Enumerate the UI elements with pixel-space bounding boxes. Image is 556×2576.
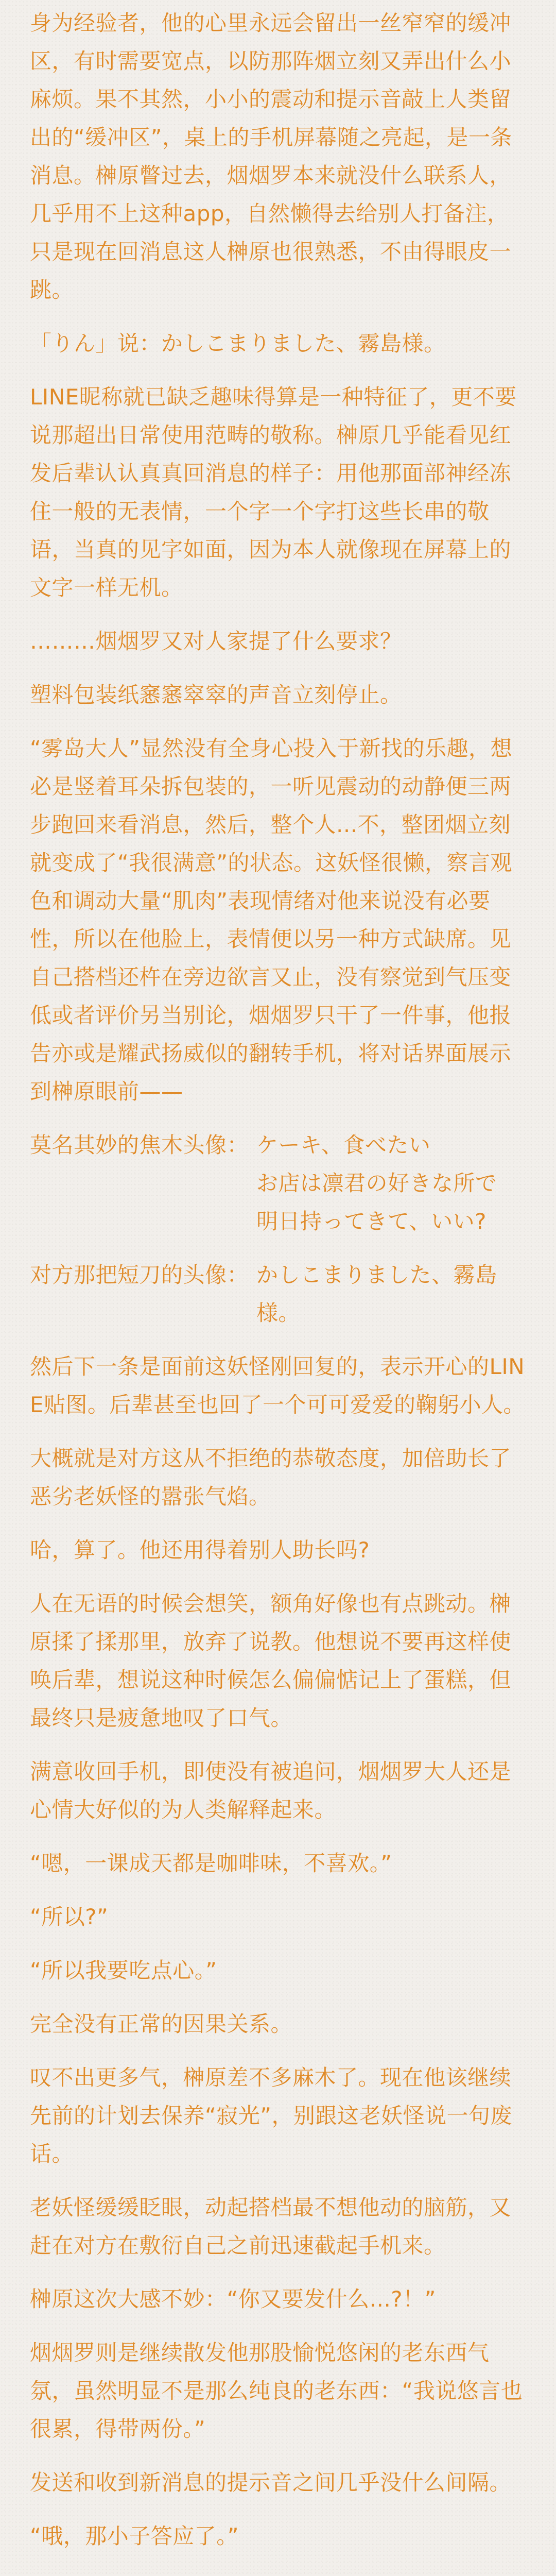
dialogue-line: “哦，那小子答应了。”: [30, 2523, 239, 2549]
paragraph: LINE昵称就已缺乏趣味得算是一种特征了，更不要说那超出日常使用范畴的敬称。榊原几乎能看见红发后辈认认真真回消息的样子：用他那面部神经冻住一般的无表情，一个字一个字打这些长串的敬语，当真的见字如面，因为本人就像现在屏幕上的文字一样无机。: [30, 384, 517, 600]
paragraph: 叹不出更多气，榊原差不多麻木了。现在他该继续先前的计划去保养“寂光”，别跟这老妖怪说一句废话。: [30, 2065, 513, 2166]
chat-line: 明日持ってきて、いい?: [256, 1209, 486, 1234]
chat-sender-label: 对方那把短刀的头像：: [30, 1262, 249, 1287]
paragraph: 榊原这次大感不妙：“你又要发什么...?！”: [30, 2286, 436, 2312]
chat-line: かしこまりました、霧島: [256, 1262, 497, 1287]
chat-message-rin: [30, 1256, 526, 1332]
paragraph: 大概就是对方这从不拒绝的恭敬态度，加倍助长了恶劣老妖怪的嚣张气焰。: [30, 1446, 512, 1509]
chat-line: ケーキ、食べたい: [256, 1132, 431, 1158]
chat-message-text: [256, 1256, 526, 1332]
paragraph: 完全没有正常的因果关系。: [30, 2011, 293, 2037]
paragraph: 塑料包装纸窸窸窣窣的声音立刻停止。: [30, 682, 402, 707]
paragraph: 「りん」说：かしこまりました、霧島様。: [30, 331, 446, 356]
paragraph: 人在无语的时候会想笑，额角好像也有点跳动。榊原揉了揉那里，放弃了说教。他想说不要再这样使唤后辈，想说这种时候怎么偏偏惦记上了蛋糕，但最终只是疲惫地叹了口气。: [30, 1591, 512, 1731]
chat-line: 様。: [256, 1300, 301, 1326]
paragraph: 发送和收到新消息的提示音之间几乎没什么间隔。: [30, 2470, 512, 2495]
dialogue-line: “嗯，一课成天都是咖啡味，不喜欢。”: [30, 1851, 392, 1876]
chat-sender-label: 莫名其妙的焦木头像：: [30, 1132, 249, 1158]
paragraph: 哈，算了。他还用得着别人助长吗?: [30, 1537, 370, 1563]
paragraph: 身为经验者，他的心里永远会留出一丝窄窄的缓冲区，有时需要宽点，以防那阵烟立刻又弄出什么小麻烦。果不其然，小小的震动和提示音敲上人类留出的“缓冲区”，桌上的手机屏幕随之亮起，是一条消息。榊原瞥过去，烟烟罗本来就没什么联系人，几乎用不上这种app，自然懒得去给别人打备注，只是现在回消息这人榊原也很熟悉，不由得眼皮一跳。: [30, 10, 513, 302]
paragraph: ………烟烟罗又对人家提了什么要求？: [30, 629, 402, 654]
paragraph: 老妖怪缓缓眨眼，动起搭档最不想他动的脑筋，又赶在对方在敷衍自己之前迅速截起手机来。: [30, 2195, 512, 2258]
dialogue-line: “所以我要吃点心。”: [30, 1958, 217, 1983]
paragraph: 烟烟罗则是继续散发他那股愉悦悠闲的老东西气氛，虽然明显不是那么纯良的老东西：“我说悠言也很累，得带两份。”: [30, 2340, 523, 2442]
dialogue-line: [30, 2571, 526, 2576]
paragraph: “雾岛大人”显然没有全身心投入于新找的乐趣，想必是竖着耳朵拆包装的，一听见震动的动静便三两步跑回来看消息，然后，整个人...不，整团烟立刻就变成了“我很满意”的状态。这妖怪很懒，察言观色和调动大量“肌肉”表现情绪对他来说没有必要性，所以在他脸上，表情便以另一种方式缺席。见自己搭档还杵在旁边欲言又止，没有察觉到气压变低或者评价另当别论，烟烟罗只干了一件事，他报告亦或是耀武扬威似的翻转手机，将对话界面展示到榊原眼前——: [30, 736, 513, 1104]
paragraph: 然后下一条是面前这妖怪刚回复的，表示开心的LINE贴图。后辈甚至也回了一个可可爱爱的鞠躬小人。: [30, 1354, 526, 1417]
chat-message-text: [256, 1126, 526, 1241]
dialogue-line: “所以?”: [30, 1904, 109, 1929]
chat-message-kirishima: [30, 1126, 526, 1241]
paragraph: 满意收回手机，即使没有被追问，烟烟罗大人还是心情大好似的为人类解释起来。: [30, 1759, 512, 1822]
chat-line: お店は凛君の好きな所で: [256, 1171, 497, 1196]
